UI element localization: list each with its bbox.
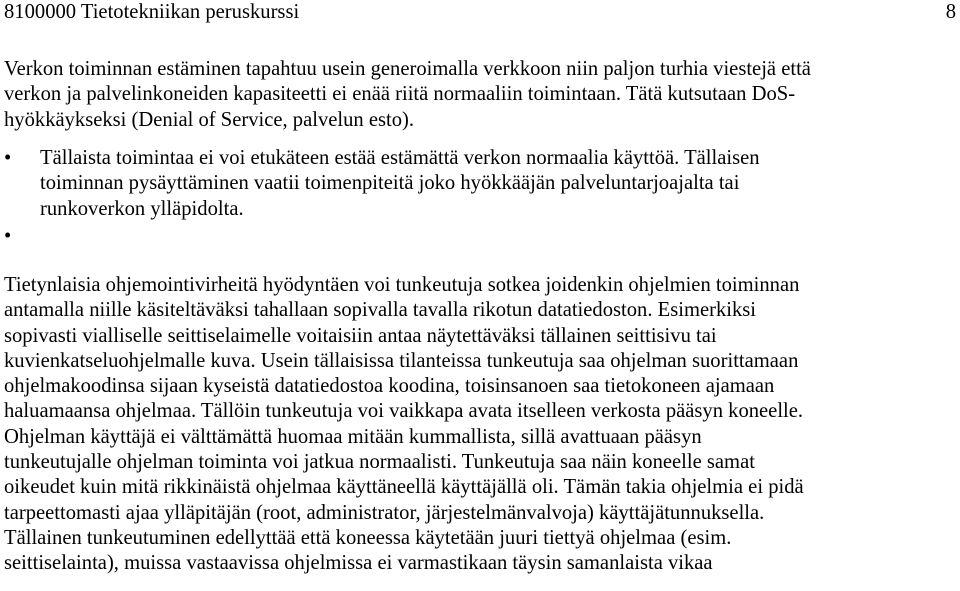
bullet-item <box>0 146 952 222</box>
page-header <box>4 0 956 26</box>
bullet-list <box>0 146 960 249</box>
text-line: Tällainen tunkeutuminen edellyttää että koneessa käytetään juuri tiettyä ohjelmaa (esim. <box>4 526 732 549</box>
text-line: haluamaansa ohjelmaa. Tällöin tunkeutuja voi vaikkapa avata itselleen verkosta pääsyn koneelle. <box>4 400 804 423</box>
main-paragraph <box>4 273 958 577</box>
text-line: Verkon toiminnan estäminen tapahtuu usein generoimalla verkkoon niin paljon turhia viestejä että <box>4 58 811 80</box>
text-line: kuvienkatseluohjelmalle kuva. Usein tällaisissa tilanteissa tunkeutuja saa ohjelman suorittamaan <box>4 349 799 372</box>
bullet-marker: • <box>4 224 12 247</box>
text-line: oikeudet kuin mitä rikkinäistä ohjelmaa käyttäneellä käyttäjällä oli. Tämän takia ohjelmia ei pidä <box>4 476 804 499</box>
text-line: tarpeettomasti ajaa ylläpitäjän (root, administrator, järjestelmänvalvoja) käyttäjätunnuksella. <box>4 501 765 524</box>
text-line: hyökkäykseksi (Denial of Service, palvelun esto). <box>4 108 415 131</box>
bullet-item-empty <box>0 224 952 249</box>
text-line: Ohjelman käyttäjä ei välttämättä huomaa mitään kummallista, sillä avattuaan pääsyn <box>4 425 702 448</box>
text-line: tunkeutujalle ohjelman toiminta voi jatkua normaalisti. Tunkeutuja saa näin koneelle samat <box>4 451 755 474</box>
intro-paragraph <box>4 57 958 133</box>
text-line: ohjelmakoodinsa sijaan kyseistä datatiedostoa koodina, toisinsanoen saa tietokoneen ajamaan <box>4 375 775 398</box>
text-line: sopivasti vialliselle seittiselaimelle voitaisiin antaa näytettäväksi tällainen seittisivu tai <box>4 324 717 347</box>
text-line: Tietynlaisia ohjemointivirheitä hyödyntäen voi tunkeutuja sotkea joidenkin ohjelmien toiminnan <box>4 274 800 296</box>
text-line: antamalla niille käsiteltäväksi tahallaan sopivalla tavalla rikotun datatiedoston. Esimerkiksi <box>4 299 757 322</box>
bullet-marker: • <box>4 147 12 169</box>
course-title: 8100000 Tietotekniikan peruskurssi <box>4 1 300 23</box>
text-line: toiminnan pysäyttäminen vaatii toimenpiteitä joko hyökkääjän palveluntarjoajalta tai <box>40 172 740 195</box>
text-line: seittiselainta), muissa vastaavissa ohjelmissa ei varmastikaan täysin samanlaista vikaa <box>4 552 713 575</box>
text-line: Tällaista toimintaa ei voi etukäteen estää estämättä verkon normaalia käyttöä. Tällaisen <box>40 147 760 169</box>
text-line: verkon ja palvelinkoneiden kapasiteetti ei enää riitä normaaliin toimintaan. Tätä kutsutaan DoS- <box>4 83 796 106</box>
text-line: runkoverkon ylläpidolta. <box>40 197 244 220</box>
page-number: 8 <box>945 1 956 23</box>
